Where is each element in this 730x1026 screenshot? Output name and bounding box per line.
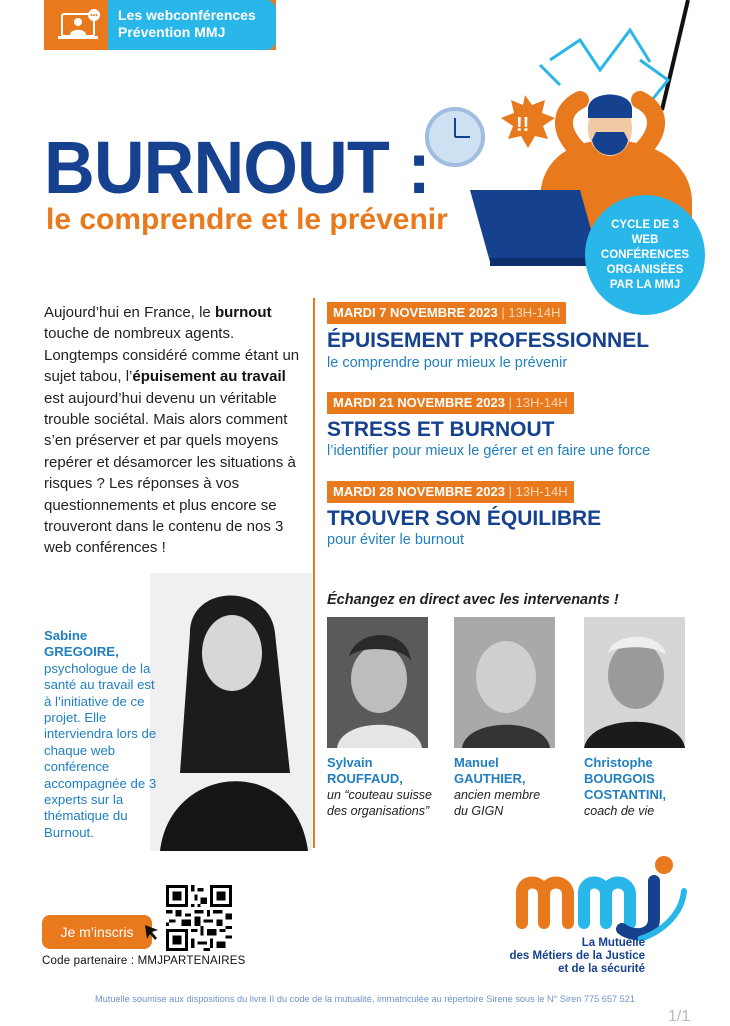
speaker-3-last-name-2: COSTANTINI, bbox=[584, 787, 667, 802]
intro-epuisement: épuisement au travail bbox=[132, 368, 286, 386]
sabine-name: Sabine GREGOIRE, bbox=[44, 628, 119, 660]
svg-text:!!: !! bbox=[516, 114, 530, 136]
speaker-3-info bbox=[584, 755, 666, 819]
intro-burnout: burnout bbox=[214, 304, 272, 321]
cycle-badge-text: CYCLE DE 3 WEB CONFÉRENCES ORGANISÉES PAR LA MMJ bbox=[600, 218, 690, 291]
cycle-badge bbox=[585, 195, 705, 315]
header-tag-text bbox=[118, 7, 278, 41]
divider-line bbox=[313, 298, 315, 848]
header-tag-line2: Prévention MMJ bbox=[118, 24, 226, 40]
speaker-3-first-name: Christophe bbox=[584, 755, 653, 770]
session-3-date bbox=[327, 481, 574, 503]
session-3-time: | 13H-14H bbox=[508, 484, 568, 499]
speaker-1-first-name: Sylvain bbox=[327, 755, 373, 770]
speaker-2-last-name: GAUTHIER, bbox=[454, 771, 526, 786]
logo-text-l3: et de la sécurité bbox=[558, 963, 645, 975]
speaker-2-photo bbox=[454, 617, 555, 748]
sabine-description bbox=[44, 628, 164, 841]
logo-text-l2: des Métiers de la Justice bbox=[509, 950, 645, 962]
partner-code: Code partenaire : MMJPARTENAIRES bbox=[42, 955, 246, 967]
logo-text bbox=[505, 937, 645, 976]
legal-footer: Mutuelle soumise aux dispositions du livre II du code de la mutualité, immatriculée au répertoire Sirene sous le N° Siren 775 657 521 bbox=[95, 994, 635, 1004]
mmj-logo bbox=[514, 853, 692, 941]
speaker-1-role-l2: des organisations” bbox=[327, 804, 430, 818]
qr-code-icon[interactable] bbox=[166, 885, 232, 951]
intro-paragraph bbox=[44, 302, 300, 559]
session-1-date-text: MARDI 7 NOVEMBRE 2023 bbox=[333, 305, 498, 320]
speaker-2-first-name: Manuel bbox=[454, 755, 499, 770]
speaker-3-photo bbox=[584, 617, 685, 748]
session-2-date bbox=[327, 392, 574, 414]
page-number: 1/1 bbox=[668, 1008, 691, 1025]
speaker-1-role-l1: un “couteau suisse bbox=[327, 788, 432, 802]
session-2-title: STRESS ET BURNOUT bbox=[327, 418, 555, 441]
speaker-2-info bbox=[454, 755, 540, 819]
cursor-arrow-icon bbox=[142, 922, 162, 942]
session-2-subtitle: l’identifier pour mieux le gérer et en faire une force bbox=[327, 443, 651, 459]
sabine-desc: psychologue de la santé au travail est à l’initiative de ce projet. Elle interviendra lors de chaque web conférence accompagnée de 3 experts sur la thématique du Burnout. bbox=[44, 660, 157, 840]
header-tag-line1: Les webconférences bbox=[118, 7, 256, 23]
session-2-time: | 13H-14H bbox=[508, 395, 568, 410]
speaker-3-last-name: BOURGOIS bbox=[584, 771, 655, 786]
speaker-1-photo bbox=[327, 617, 428, 748]
logo-text-l1: La Mutuelle bbox=[581, 937, 645, 949]
speaker-3-role-l1: coach de vie bbox=[584, 804, 655, 818]
page-subtitle: le comprendre et le prévenir bbox=[46, 203, 448, 236]
speaker-1-info bbox=[327, 755, 432, 819]
intro-part1: Aujourd’hui en France, le bbox=[44, 304, 215, 321]
session-1-subtitle: le comprendre pour mieux le prévenir bbox=[327, 355, 568, 371]
session-2-date-text: MARDI 21 NOVEMBRE 2023 bbox=[333, 395, 505, 410]
session-3-title: TROUVER SON ÉQUILIBRE bbox=[327, 507, 602, 530]
session-3-date-text: MARDI 28 NOVEMBRE 2023 bbox=[333, 484, 505, 499]
webconference-icon bbox=[56, 8, 102, 42]
session-3-subtitle: pour éviter le burnout bbox=[327, 532, 465, 548]
exchange-label: Échangez en direct avec les intervenants ! bbox=[327, 592, 619, 608]
sabine-photo bbox=[150, 573, 312, 851]
session-1-title: ÉPUISEMENT PROFESSIONNEL bbox=[327, 329, 650, 352]
speaker-1-last-name: ROUFFAUD, bbox=[327, 771, 403, 786]
speaker-2-role-l2: du GIGN bbox=[454, 804, 504, 818]
speaker-2-role-l1: ancien membre bbox=[454, 788, 541, 802]
intro-part2: touche de nombreux agents. Longtemps considéré comme étant un sujet tabou, l’ bbox=[44, 325, 300, 386]
session-1-date bbox=[327, 302, 566, 324]
intro-part3: est aujourd’hui devenu un véritable trouble sociétal. Mais alors comment s’en préserver et par quels moyens repérer et désamorcer les situations à risques ? Les réponses à vos questionnements et plus encore se trouveront dans le contenu de nos 3 web conférences ! bbox=[44, 389, 296, 557]
page-title: BURNOUT : bbox=[44, 126, 430, 209]
register-button[interactable]: Je m’inscris bbox=[42, 915, 152, 949]
session-1-time: | 13H-14H bbox=[501, 305, 561, 320]
